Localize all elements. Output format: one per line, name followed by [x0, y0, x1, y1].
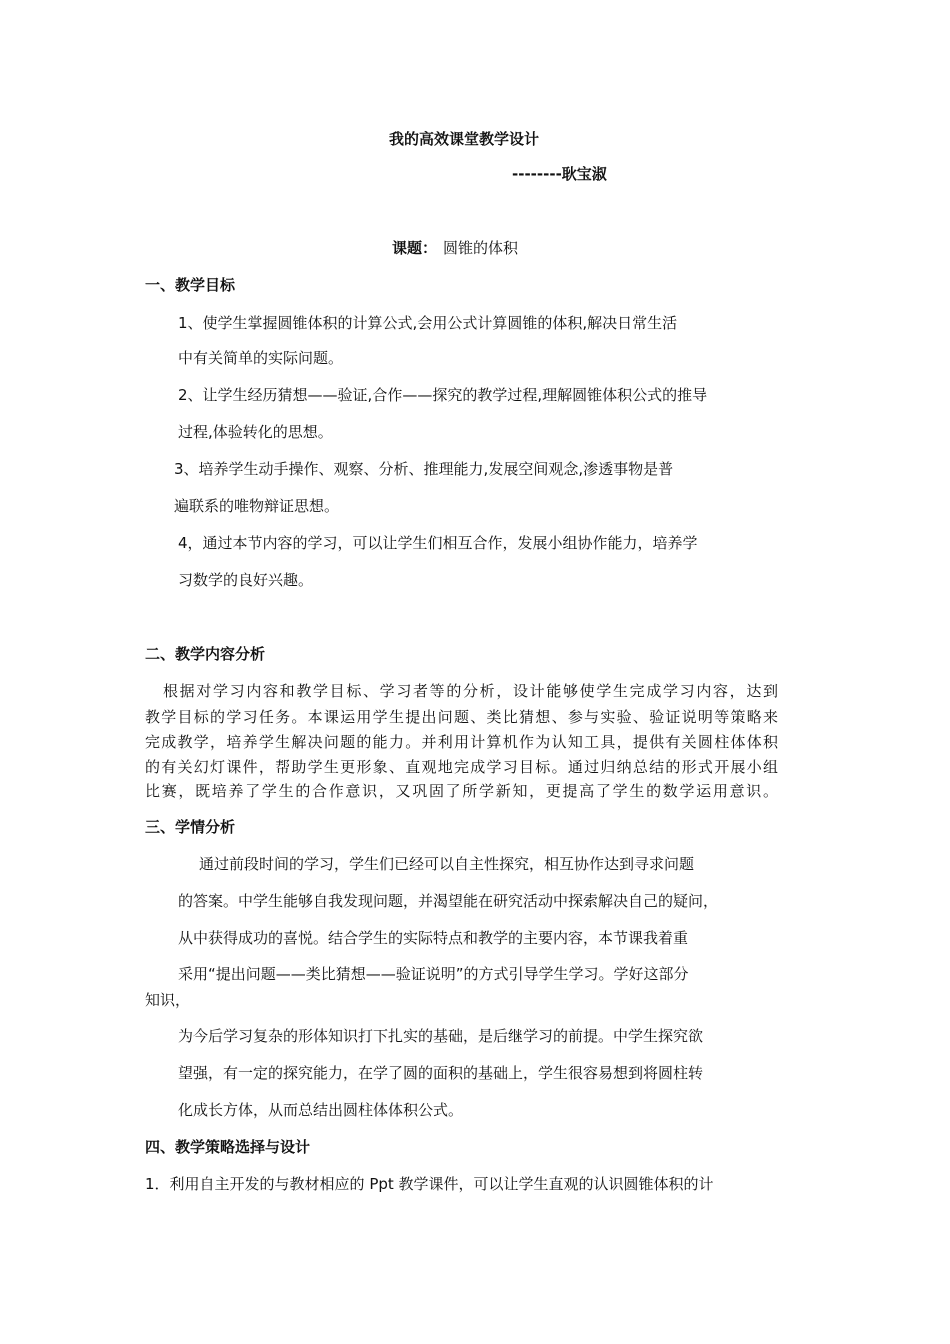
paragraph-line: 望强，有一定的探究能力，在学了圆的面积的基础上，学生很容易想到将圆柱转 — [178, 1064, 704, 1082]
document-title: 我的高效课堂教学设计 — [389, 130, 540, 148]
section-heading-2: 二、教学内容分析 — [145, 645, 266, 663]
paragraph-line: 知识， — [145, 991, 191, 1009]
paragraph-line: 为今后学习复杂的形体知识打下扎实的基础，是后继学习的前提。中学生探究欲 — [178, 1027, 704, 1045]
paragraph-line: 比赛，既培养了学生的合作意识，又巩固了所学新知，更提高了学生的数学运用意识。 — [145, 782, 778, 800]
topic-value: 圆锥的体积 — [443, 239, 519, 257]
author-line: --------耿宝淑 — [512, 165, 607, 183]
paragraph-line: 中有关简单的实际问题。 — [178, 349, 344, 367]
paragraph-line: 根据对学习内容和教学目标、学习者等的分析，设计能够使学生完成学习内容，达到 — [163, 682, 778, 700]
paragraph-line: 通过前段时间的学习，学生们已经可以自主性探究，相互协作达到寻求问题 — [199, 855, 695, 873]
paragraph-line: 的答案。中学生能够自我发现问题，并渴望能在研究活动中探索解决自己的疑问， — [178, 892, 719, 910]
paragraph-line: 4，通过本节内容的学习，可以让学生们相互合作，发展小组协作能力，培养学 — [178, 534, 698, 552]
paragraph-line: 的有关幻灯课件，帮助学生更形象、直观地完成学习目标。通过归纳总结的形式开展小组 — [145, 758, 778, 776]
section-heading-4: 四、教学策略选择与设计 — [145, 1138, 311, 1156]
paragraph-line: 教学目标的学习任务。本课运用学生提出问题、类比猜想、参与实验、验证说明等策略来 — [145, 708, 778, 726]
paragraph-line: 2、让学生经历猜想——验证,合作——探究的教学过程,理解圆锥体积公式的推导 — [178, 386, 708, 404]
paragraph-line: 习数学的良好兴趣。 — [178, 571, 314, 589]
paragraph-line: 完成教学，培养学生解决问题的能力。并利用计算机作为认知工具，提供有关圆柱体体积 — [145, 733, 778, 751]
paragraph-line: 从中获得成功的喜悦。结合学生的实际特点和教学的主要内容，本节课我着重 — [178, 929, 689, 947]
section-heading-3: 三、学情分析 — [145, 818, 236, 836]
paragraph-line: 遍联系的唯物辩证思想。 — [174, 497, 340, 515]
topic-label: 课题： — [392, 239, 438, 257]
paragraph-line: 采用“提出问题——类比猜想——验证说明”的方式引导学生学习。学好这部分 — [178, 965, 689, 983]
paragraph-line: 过程,体验转化的思想。 — [178, 423, 333, 441]
section-heading-1: 一、教学目标 — [145, 276, 236, 294]
paragraph-line: 1．利用自主开发的与教材相应的 Ppt 教学课件，可以让学生直观的认识圆锥体积的计 — [145, 1175, 714, 1193]
topic-line — [392, 238, 518, 258]
paragraph-line: 化成长方体，从而总结出圆柱体体积公式。 — [178, 1101, 464, 1119]
paragraph-line: 3、培养学生动手操作、观察、分析、推理能力,发展空间观念,渗透事物是普 — [174, 460, 674, 478]
paragraph-line: 1、使学生掌握圆锥体积的计算公式,会用公式计算圆锥的体积,解决日常生活 — [178, 314, 678, 332]
